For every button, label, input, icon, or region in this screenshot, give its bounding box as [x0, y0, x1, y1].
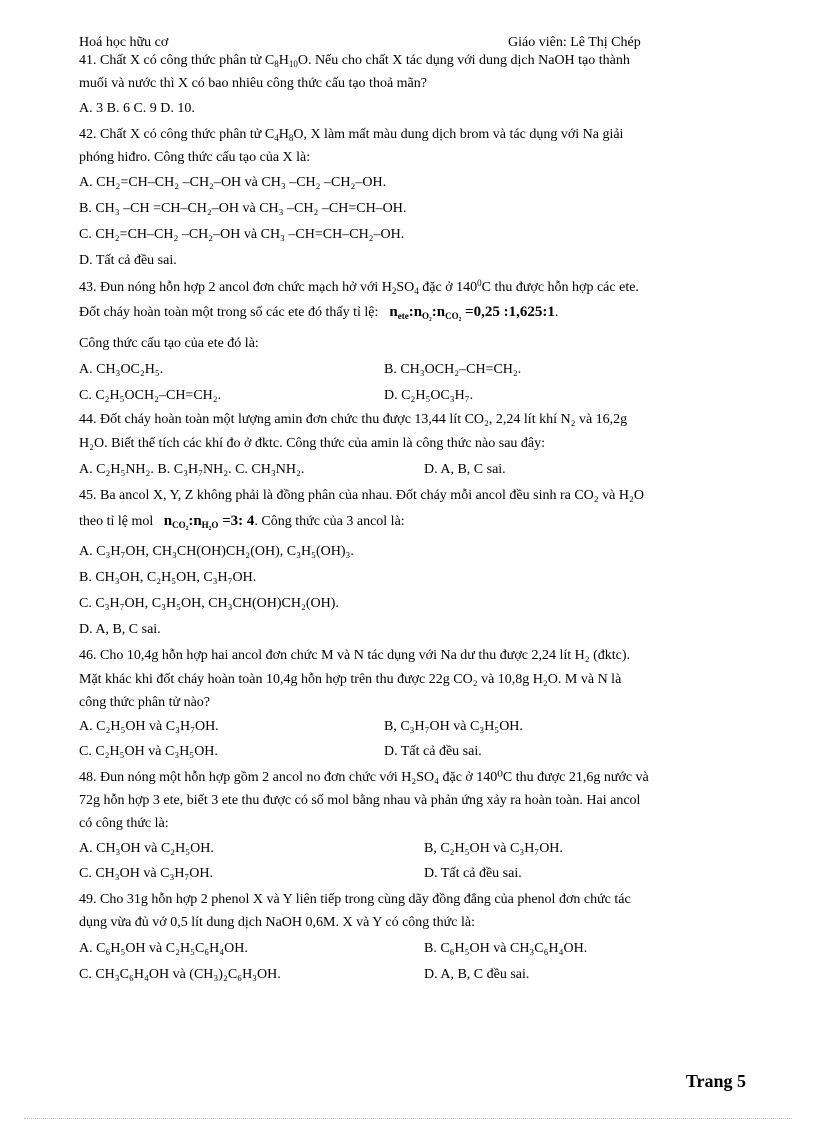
- q48-line3: có công thức là:: [79, 816, 169, 831]
- ratio-formula-co2-h2o: $n_{CO_2}:n_{H_2O} =3$: 4: [163, 513, 255, 530]
- q48-option-a: A. CH₃OH và C₂H₅OH.: [79, 841, 214, 856]
- q45-line1: 45. Ba ancol X, Y, Z không phải là đồng phân của nhau. Đốt cháy mỗi ancol đều sinh ra CO₂ và H₂O: [79, 488, 644, 503]
- q45-option-a: A. C₃H₇OH, CH₃CH(OH)CH₂(OH), C₃H₅(OH)₃.: [79, 544, 354, 559]
- q42-option-b: B. CH₃ –CH =CH–CH₂–OH và CH₃ –CH₂ –CH=CH–OH.: [79, 201, 407, 216]
- q41-line2: muối và nước thì X có bao nhiêu công thức cấu tạo thoả mãn?: [79, 76, 427, 91]
- q46-line1: 46. Cho 10,4g hỗn hợp hai ancol đơn chức M và N tác dụng với Na dư thu được 2,24 lít H₂ (đktc).: [79, 648, 631, 663]
- header-teacher: Giáo viên: Lê Thị Chép: [508, 35, 641, 50]
- q45-option-b: B. CH₃OH, C₂H₅OH, C₃H₇OH.: [79, 570, 257, 585]
- q46-option-c: C. C₂H₅OH và C₃H₅OH.: [79, 744, 218, 759]
- q43-line2: Đốt cháy hoàn toàn một trong số các ete đó thấy tỉ lệ: $n_{ete}:n_{O_2}:n_{CO_2} =0,25$ :1,625:1.: [79, 304, 559, 321]
- q44-options: A. C₂H₅NH₂. B. C₃H₇NH₂. C. CH₃NH₂.: [79, 462, 305, 477]
- q44-option-d: D. A, B, C sai.: [424, 462, 506, 477]
- q49-line2: dụng vừa đủ vớ 0,5 lít dung dịch NaOH 0,6M. X và Y có công thức là:: [79, 915, 475, 930]
- q45-line2: theo tỉ lệ mol $n_{CO_2}:n_{H_2O} =3$: 4. Công thức của 3 ancol là:: [79, 513, 405, 530]
- q49-option-a: A. C₆H₅OH và C₂H₅C₆H₄OH.: [79, 941, 248, 956]
- q46-line2: Mặt khác khi đốt cháy hoàn toàn 10,4g hỗn hợp trên thu được 22g CO₂ và 10,8g H₂O. M và N là: [79, 672, 622, 687]
- q43-option-c: C. C₂H₅OCH₂–CH=CH₂.: [79, 388, 222, 403]
- q49-option-d: D. A, B, C đều sai.: [424, 967, 530, 982]
- q49-option-b: B. C₆H₅OH và CH₃C₆H₄OH.: [424, 941, 588, 956]
- q46-option-b: B, C₃H₇OH và C₃H₅OH.: [384, 719, 523, 734]
- q42-option-c: C. CH₂=CH–CH₂ –CH₂–OH và CH₃ –CH=CH–CH₂–OH.: [79, 227, 405, 242]
- page-number: Trang 5: [685, 1071, 746, 1091]
- q42-line1: 42. Chất X có công thức phân tử $C_4H_8O$, X làm mất màu dung dịch brom và tác dụng với Na giải: [79, 127, 624, 143]
- header-subject: Hoá học hữu cơ: [79, 35, 169, 50]
- q41-options: A. 3 B. 6 C. 9 D. 10.: [79, 101, 195, 116]
- q49-line1: 49. Cho 31g hỗn hợp 2 phenol X và Y liên tiếp trong cùng dãy đồng đẳng của phenol đơn chức tác: [79, 892, 631, 907]
- q46-line3: công thức phân tử nào?: [79, 695, 211, 710]
- q46-option-d: D. Tất cả đều sai.: [384, 744, 482, 759]
- bottom-dotted-rule: [24, 1118, 792, 1119]
- q41-line1: 41. Chất X có công thức phân tử $C_8H_{10}O$. Nếu cho chất X tác dụng với dung dịch NaOH tạo thành: [79, 53, 630, 69]
- q43-option-d: D. C₂H₅OC₃H₇.: [384, 388, 474, 403]
- q42-option-d: D. Tất cả đều sai.: [79, 253, 177, 268]
- q44-line1: 44. Đốt cháy hoàn toàn một lượng amin đơn chức thu được 13,44 lít CO₂, 2,24 lít khí N₂ và 16,2g: [79, 412, 628, 427]
- q42-line2: phóng hiđro. Công thức cấu tạo của X là:: [79, 150, 311, 165]
- q49-option-c: C. CH₃C₆H₄OH và (CH₃)₂C₆H₃OH.: [79, 967, 281, 982]
- q48-option-b: B, C₂H₅OH và C₃H₇OH.: [424, 841, 563, 856]
- q45-option-d: D. A, B, C sai.: [79, 622, 161, 637]
- q48-option-d: D. Tất cả đều sai.: [424, 866, 522, 881]
- q48-line2: 72g hỗn hợp 3 ete, biết 3 ete thu được có số mol bằng nhau và phản ứng xảy ra hoàn toàn. Hai ancol: [79, 793, 641, 808]
- q48-option-c: C. CH₃OH và C₃H₇OH.: [79, 866, 214, 881]
- q43-option-a: A. CH₃OC₂H₅.: [79, 362, 164, 377]
- ratio-formula-ete: $n_{ete}:n_{O_2}:n_{CO_2} =0,25$ :1,625:1: [389, 304, 555, 321]
- q44-line2: H₂O. Biết thể tích các khí đo ở đktc. Công thức của amin là công thức nào sau đây:: [79, 436, 546, 451]
- q43-line1: 43. Đun nóng hỗn hợp 2 ancol đơn chức mạch hở với $H_2SO_4$ đặc ở $140^0C$ thu được hỗn hợp các ete.: [79, 278, 639, 296]
- q42-option-a: A. CH₂=CH–CH₂ –CH₂–OH và CH₃ –CH₂ –CH₂–OH.: [79, 175, 387, 190]
- q45-option-c: C. C₃H₇OH, C₃H₅OH, CH₃CH(OH)CH₂(OH).: [79, 596, 339, 611]
- q48-line1: 48. Đun nóng một hỗn hợp gồm 2 ancol no đơn chức với H₂SO₄ đặc ở 140⁰C thu được 21,6g nước và: [79, 770, 649, 785]
- q43-line3: Công thức cấu tạo của ete đó là:: [79, 336, 259, 351]
- q43-option-b: B. CH₃OCH₂–CH=CH₂.: [384, 362, 522, 377]
- q46-option-a: A. C₂H₅OH và C₃H₇OH.: [79, 719, 219, 734]
